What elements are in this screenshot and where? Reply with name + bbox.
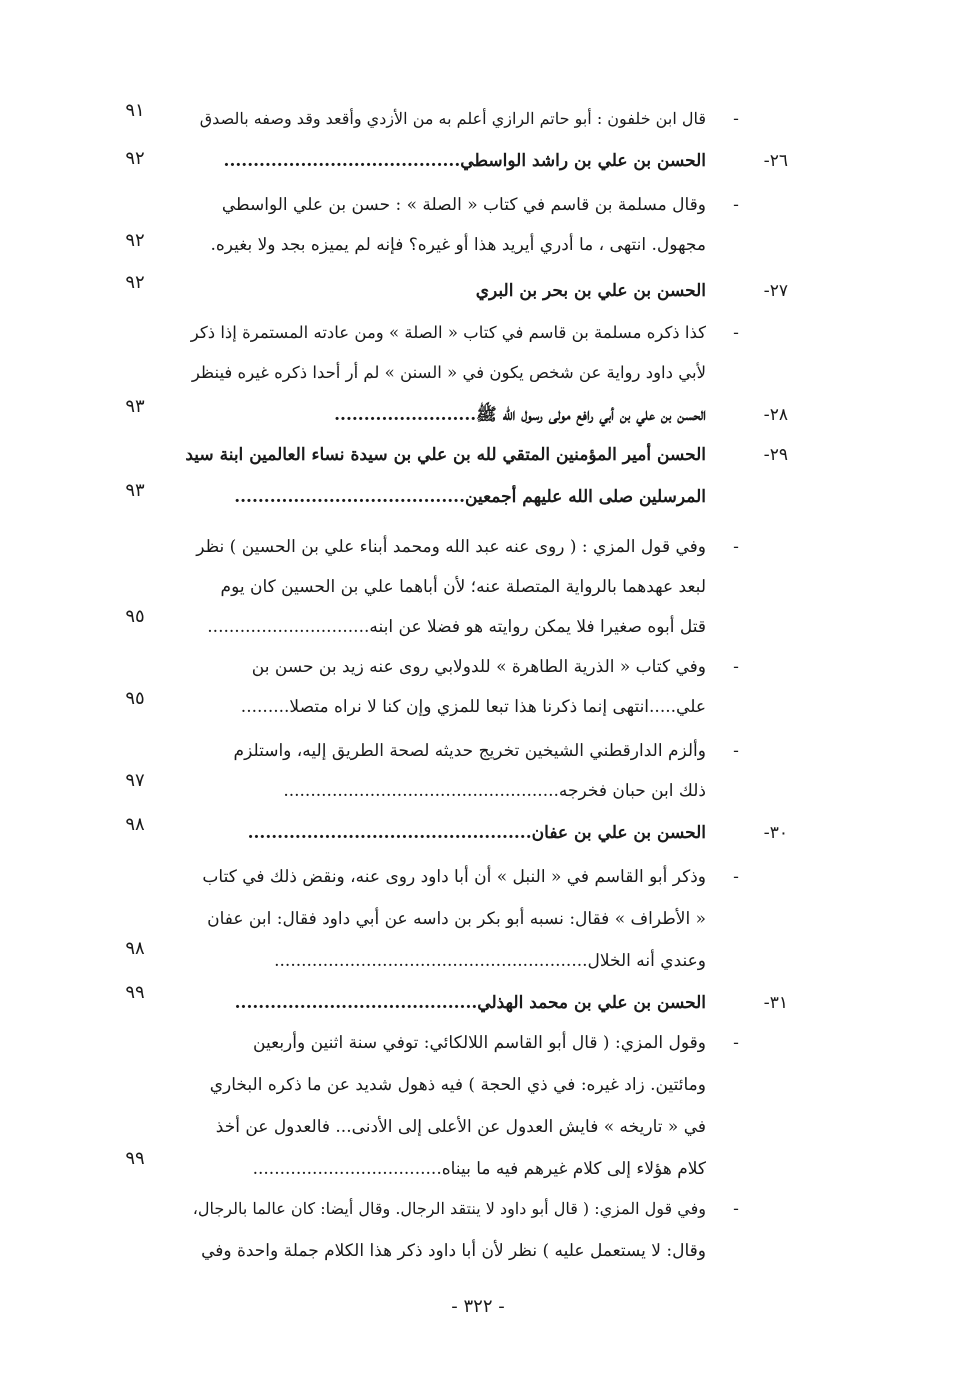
line-text: ومائتين. زاد غيره: في ذي الحجة ) فيه ذهول شديد عن ما ذكره البخاري [209,1075,706,1095]
entry-number: ٣١- [763,993,788,1013]
entry-number: ٢٦- [763,151,788,171]
paragraph-dash: - [733,1199,739,1219]
page-reference: ٩٣ [125,396,145,417]
line-text: علي.....انتهى إنما ذكرنا هذا تبعا للمزي وإن كنا لا نراه متصلا......... [240,697,706,717]
line-text: في « تاريخه » فايش العدول عن الأعلى إلى الأدنى... فالعدول عن أخذ [215,1117,706,1137]
line-text: مجهول. انتهى ، ما أدري أيريد هذا أو غيره؟ فإنه لم يميزه بجد ولا بغيره. [210,235,706,255]
page-reference: ٩٨ [125,938,145,959]
page-reference: ٩٢ [125,148,145,169]
line-text: لأبي داود رواية عن شخص يكون في « السنن » لم أر أحدا ذكره غيره فينظر [191,363,706,382]
line-text: المرسلين صلى الله عليهم أجمعين....................................... [234,487,706,507]
line-text: وقول المزي: ( قال أبو القاسم اللالكائي: توفي سنة اثنين وأربعين [253,1033,706,1053]
entry-number: ٢٧- [763,281,788,301]
paragraph-dash: - [733,537,739,557]
page-reference: ٩٨ [125,814,145,835]
line-text: وقال: لا يستعمل عليه ) نظر لأن أبا داود ذكر هذا الكلام جملة واحدة وفي [201,1241,706,1261]
line-text: وفي كتاب « الذرية الطاهرة » للدولابي روى عنه زيد بن حسن بن [251,657,706,677]
line-text: وألزم الدارقطني الشيخين تخريج حديثه لصحة الطريق إليه، واستلزم [233,741,706,761]
line-text: لبعد عهدهما بالرواية المتصلة عنه؛ لأن أباهما علي بن الحسين كان يوم [220,577,706,597]
paragraph-dash: - [733,195,739,215]
line-text: وعندي أنه الخلال.......................................................... [274,951,706,971]
page-reference: ٩٥ [125,688,145,709]
line-text: الحسن بن علي بن راشد الواسطي........................................ [223,151,706,171]
paragraph-dash: - [733,867,739,887]
line-text: الحسن أمير المؤمنين المتقي لله بن علي بن سيدة نساء العالمين ابنة سيد [185,445,706,465]
page-reference: ٩٩ [125,982,145,1003]
page-reference: ٩٩ [125,1148,145,1169]
line-text: قال ابن خلفون : أبو حاتم الرازي أعلم به من الأزدي وأقعد وقد وصفه بالصدق [199,109,706,128]
entry-number: ٢٩- [763,445,788,465]
line-text: وقال مسلمة بن قاسم في كتاب « الصلة » : حسن بن علي الواسطي [221,195,706,215]
page-reference: ٩٧ [125,770,145,791]
page-reference: ٩٢ [125,272,145,293]
paragraph-dash: - [733,323,739,343]
line-text: الحسن بن علي بن أبي رافع مولى رسول الله ﷺ........................ [334,405,706,425]
line-text: الحسن بن علي بن بحر بن البري [475,281,706,301]
page-reference: ٩١ [125,100,145,121]
paragraph-dash: - [733,657,739,677]
page-reference: ٩٢ [125,230,145,251]
line-text: الحسن بن علي بن عفان................................................ [247,823,706,843]
entry-number: ٣٠- [763,823,788,843]
page-number: - ٣٢٢ - [451,1296,505,1317]
line-text: « الأطراف » فقال: نسبه أبو بكر بن داسه عن أبي داود فقال: ابن عفان [207,909,706,929]
page-reference: ٩٥ [125,606,145,627]
entry-number: ٢٨- [763,405,788,425]
line-text: كذا ذكره مسلمة بن قاسم في كتاب « الصلة » ومن عادته المستمرة إذا ذكر [190,323,706,342]
line-text: الحسن بن علي بن محمد الهذلي......................................... [234,993,706,1013]
line-text: وفي قول المزي : ( روى عنه عبد الله ومحمد أبناء علي بن الحسين ) نظر [196,537,706,557]
page-reference: ٩٣ [125,480,145,501]
paragraph-dash: - [733,741,739,761]
paragraph-dash: - [733,1033,739,1053]
line-text: كلام هؤلاء إلى كلام غيرهم فيه ما بيناه................................... [252,1159,706,1179]
line-text: وذكر أبو القاسم في « النبل » أن أبا داود روى عنه، ونقض ذلك في كتاب [202,867,706,887]
line-text: ذلك ابن حبان فخرجه................................................... [283,781,706,801]
line-text: وفي قول المزي: ( قال أبو داود لا ينتقد الرجال. وقال أيضا: كان عالما بالرجال، [192,1199,706,1218]
line-text: قتل أبوه صغيرا فلا يمكن روايته هو فضلا عن ابنه.............................. [207,617,706,637]
paragraph-dash: - [733,109,739,129]
